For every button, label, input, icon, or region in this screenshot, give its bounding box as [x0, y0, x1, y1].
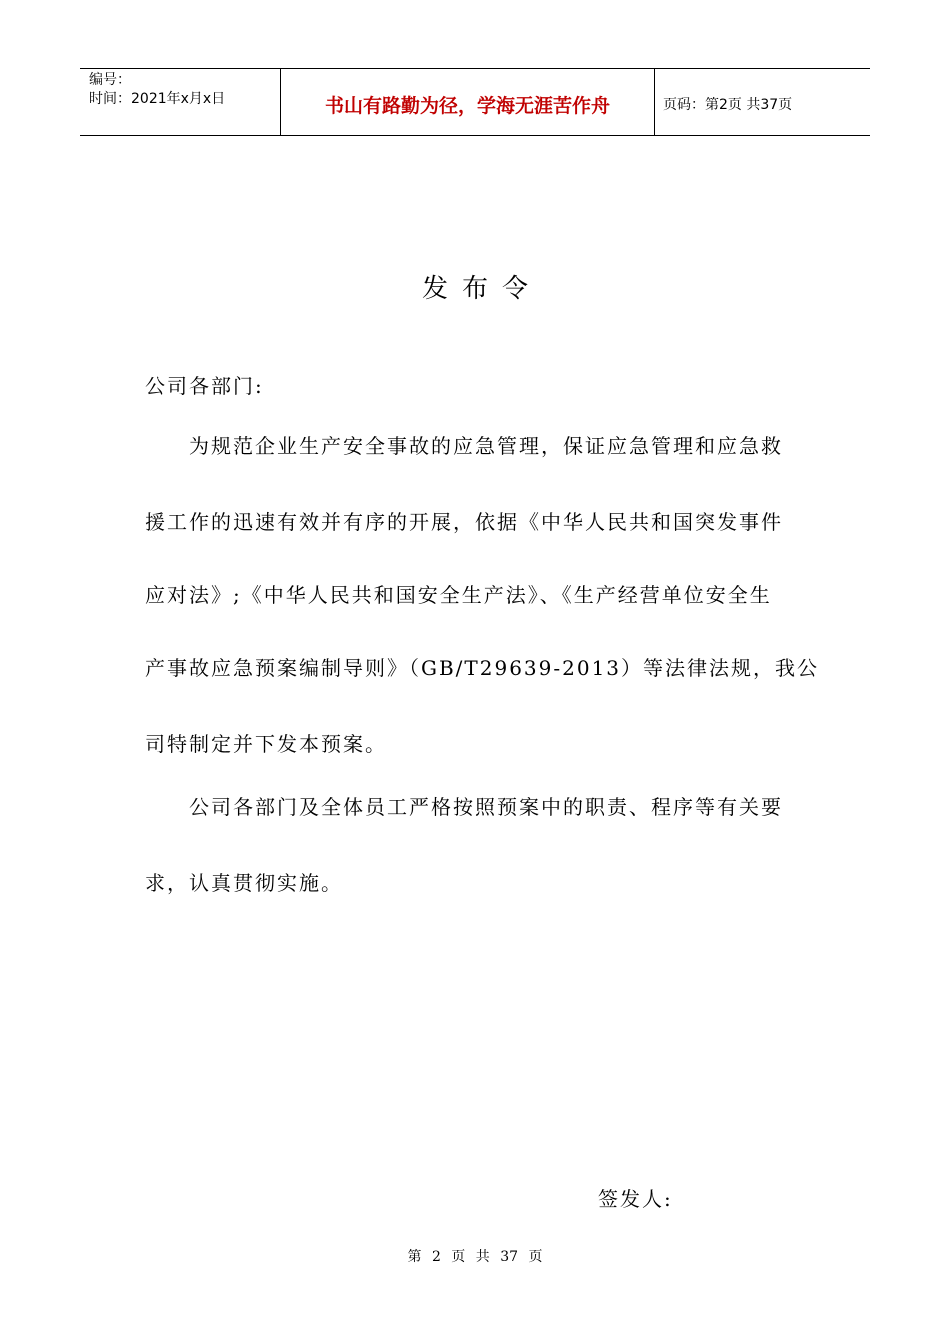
document-title: 发布令: [421, 274, 542, 304]
document-time: 时间：2021年x月x日: [89, 91, 226, 107]
header-slogan: 书山有路勤为径，学海无涯苦作舟: [281, 69, 655, 135]
paragraph-line: 应对法》;《中华人民共和国安全生产法》、《生产经营单位安全生: [145, 583, 772, 607]
page-header: [80, 68, 870, 136]
paragraph-line: 产事故应急预案编制导则》（GB/T29639-2013）等法律法规，我公: [145, 656, 820, 680]
salutation: 公司各部门:: [145, 374, 264, 398]
page-footer: 第 2 页 共 37 页: [407, 1249, 543, 1265]
signer-label: 签发人:: [598, 1187, 673, 1211]
paragraph-line: 为规范企业生产安全事故的应急管理，保证应急管理和应急救: [189, 434, 783, 458]
header-meta: [80, 69, 281, 135]
paragraph-line: 公司各部门及全体员工严格按照预案中的职责、程序等有关要: [189, 795, 783, 819]
header-page-info: 页码：第2页 共37页: [663, 97, 793, 113]
paragraph-line: 援工作的迅速有效并有序的开展，依据《中华人民共和国突发事件: [145, 510, 783, 534]
document-number-label: 编号：: [89, 72, 131, 88]
paragraph-line: 司特制定并下发本预案。: [145, 732, 387, 756]
paragraph-line: 求，认真贯彻实施。: [145, 871, 343, 895]
